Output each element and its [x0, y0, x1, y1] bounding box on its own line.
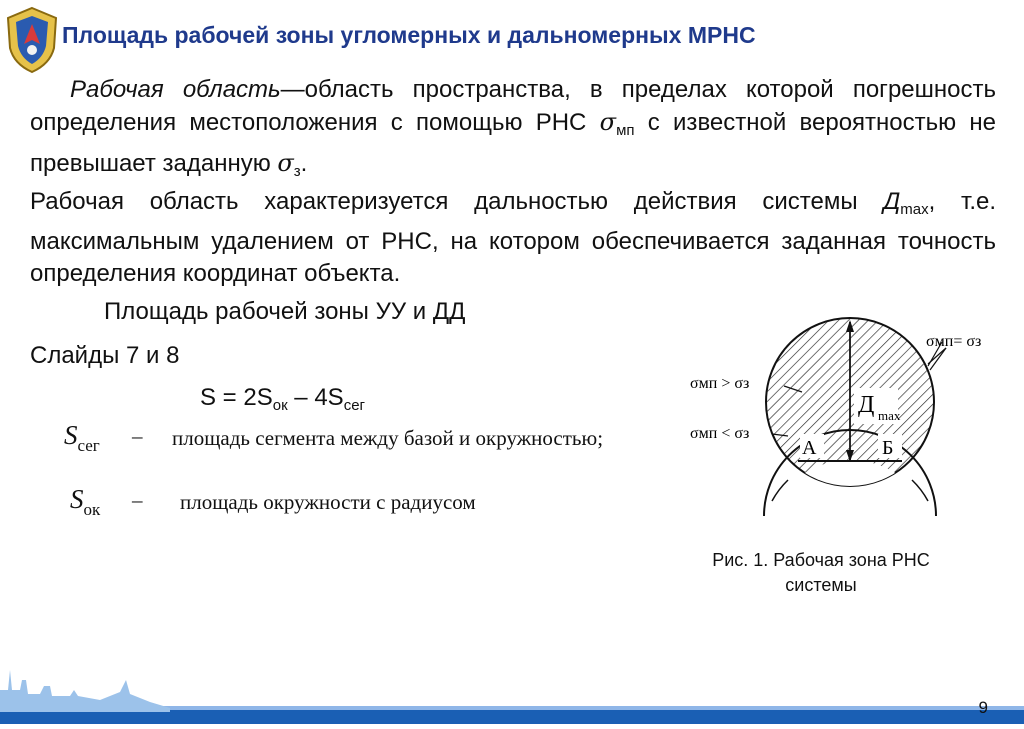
- figure-caption: Рис. 1. Рабочая зона РНС системы: [712, 550, 930, 595]
- def-text: площадь сегмента между базой и окружностью;: [172, 426, 604, 450]
- page-title: Площадь рабочей зоны угломерных и дальномерных МРНС: [62, 22, 756, 48]
- area-formula: [200, 384, 365, 414]
- definition-text-continued: с известной вероятностью не превышает заданную: [30, 109, 997, 177]
- working-zone-figure: [684, 316, 1010, 521]
- definition-text: —область пространства, в пределах которой погрешность определения местоположения с помощью РНС: [30, 76, 996, 136]
- range-subscript-max: max: [900, 201, 929, 218]
- range-text-start: Рабочая область характеризуется дальностью действия системы: [30, 188, 884, 215]
- definition-s-ok: [70, 484, 476, 520]
- def-symbol: $S_{ок}$: [70, 484, 101, 519]
- def-symbol: $S_{сег}$: [64, 420, 100, 455]
- sigma-subscript-z: з: [293, 163, 301, 180]
- figure-label-dmax: max: [878, 408, 901, 423]
- figure-label-sigma-equal: σмп= σз: [926, 333, 982, 350]
- range-symbol-d: Д: [883, 188, 901, 215]
- formula-eq: = 2: [216, 384, 257, 411]
- city-skyline-icon: [0, 650, 170, 717]
- formula-lhs: S: [200, 384, 217, 411]
- figure-label-d: Д: [858, 392, 875, 418]
- def-text: площадь окружности с радиусом: [180, 490, 476, 514]
- definition-s-seg: [64, 420, 634, 456]
- sigma-subscript-mp: мп: [616, 122, 635, 139]
- figure-label-b: Б: [882, 437, 894, 459]
- slides-reference: Слайды 7 и 8: [30, 342, 180, 369]
- figure-label-sigma-greater: σмп > σз: [690, 375, 750, 392]
- definition-end: .: [300, 150, 308, 177]
- formula-s-seg: S: [327, 384, 344, 411]
- range-paragraph: [30, 186, 996, 290]
- area-heading: Площадь рабочей зоны УУ и ДД: [104, 298, 466, 325]
- university-emblem-icon: [4, 4, 60, 81]
- formula-sub-seg: сег: [343, 397, 366, 414]
- page-number: 9: [978, 698, 988, 717]
- def-dash: –: [132, 488, 143, 512]
- definition-paragraph: [30, 74, 996, 188]
- sigma-symbol: σ: [599, 108, 617, 136]
- formula-s-ok: S: [256, 384, 273, 411]
- figure-label-sigma-less: σмп < σз: [690, 425, 750, 442]
- range-text-rest: , т.е. максимальным удалением от РНС, на котором обеспечивается заданная точность определения координат объекта.: [30, 188, 996, 287]
- figure-label-a: А: [802, 437, 817, 459]
- formula-sub-ok: ок: [272, 397, 288, 414]
- definition-term: Рабочая область: [70, 76, 281, 103]
- formula-minus: – 4: [287, 384, 328, 411]
- sigma-symbol-2: σ: [277, 149, 294, 177]
- def-dash: –: [132, 424, 143, 448]
